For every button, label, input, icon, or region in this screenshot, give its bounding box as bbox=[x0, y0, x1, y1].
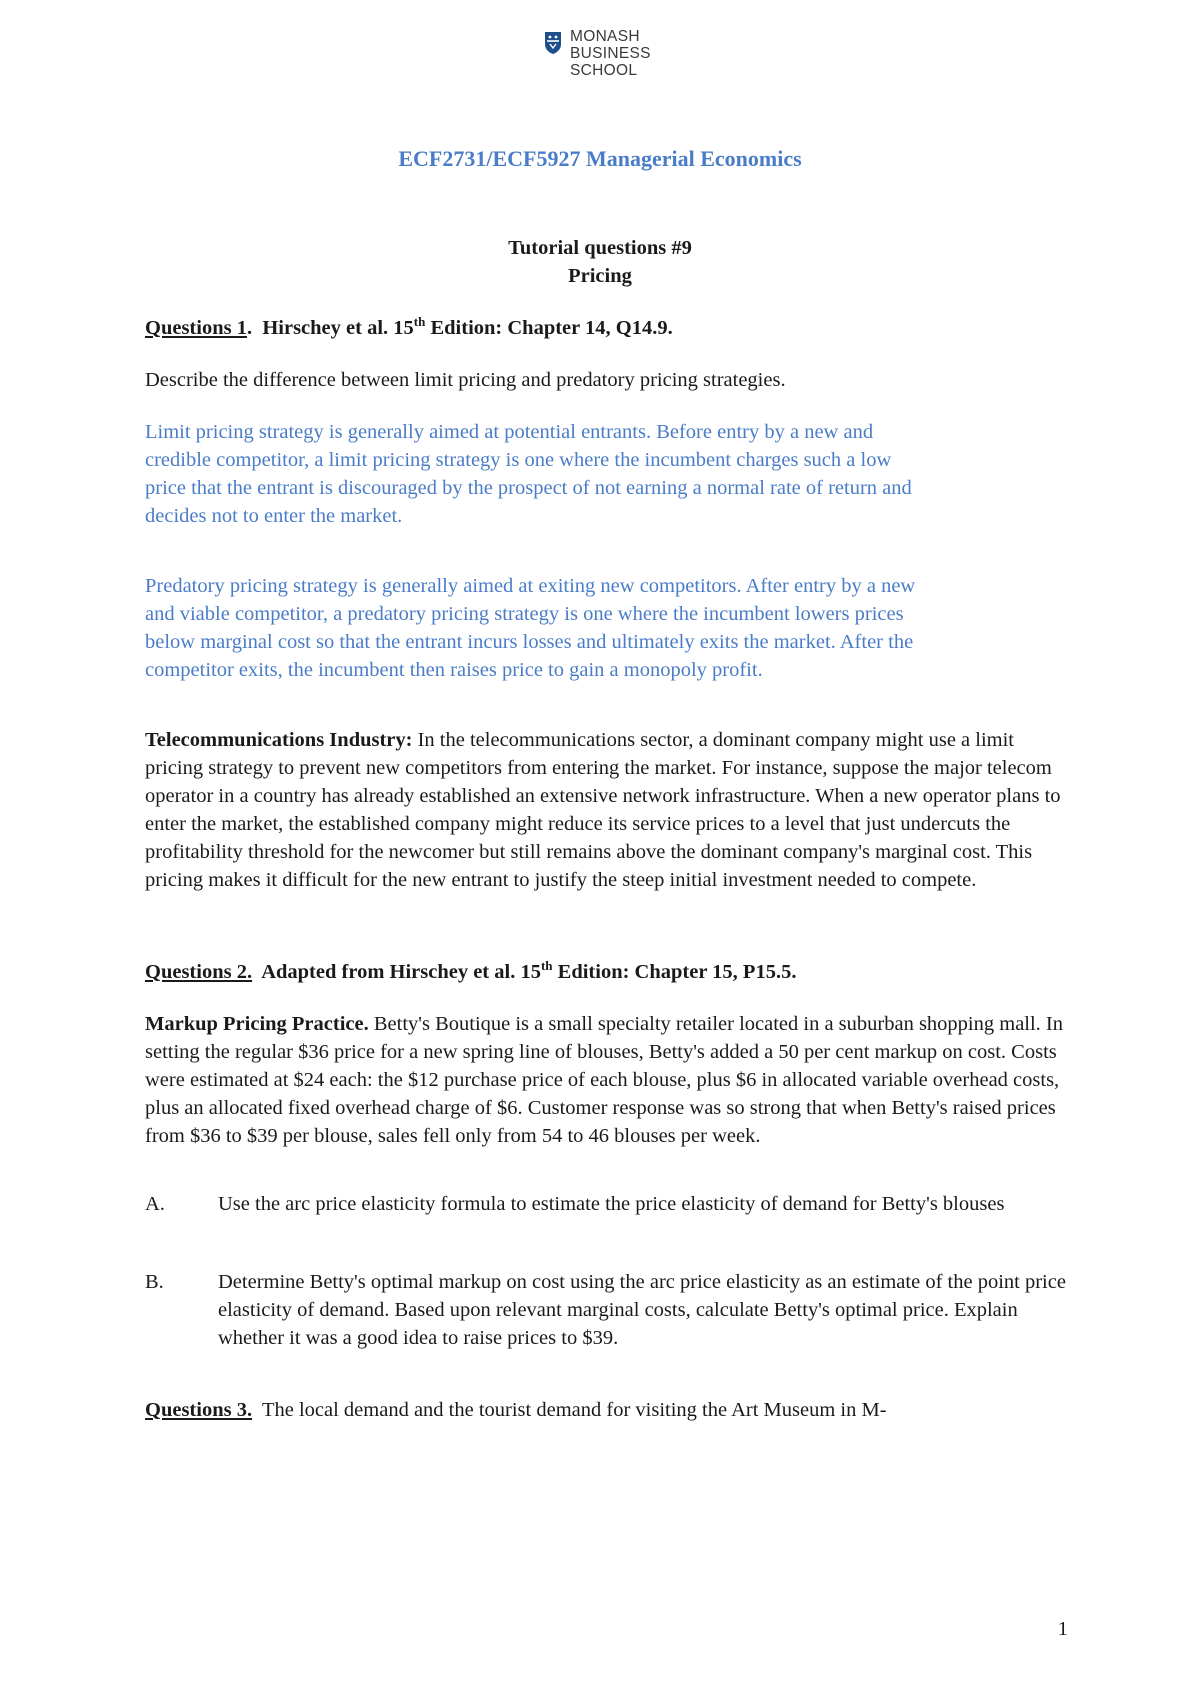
q1-telecom-example bbox=[145, 726, 1075, 894]
q2-source-b: Edition: Chapter 15, P15.5. bbox=[552, 961, 797, 983]
q2-intro-label: Markup Pricing Practice. bbox=[145, 1013, 369, 1035]
q2-part-a-letter: A. bbox=[145, 1193, 165, 1215]
logo-line-2: BUSINESS bbox=[570, 45, 651, 62]
tutorial-topic: Pricing bbox=[568, 265, 632, 287]
logo-line-1: MONASH bbox=[570, 28, 640, 45]
telecom-label: Telecommunications Industry: bbox=[145, 729, 413, 751]
q3-label: Questions 3. bbox=[145, 1399, 253, 1421]
q2-source-a: Adapted from Hirschey et al. 15 bbox=[261, 961, 541, 983]
q1-source-a: Hirschey et al. 15 bbox=[262, 317, 414, 339]
q2-heading bbox=[145, 958, 1075, 986]
q2-source-sup: th bbox=[540, 958, 553, 974]
q1-label: Questions 1 bbox=[145, 317, 247, 339]
telecom-text: In the telecommunications sector, a dominant company might use a limit pricing strategy to prevent new competitors from entering the market. For instance, suppose the major telecom operator in a country has already established an extensive network infrastructure. When a new operator plans to enter the market, the established company might reduce its service prices to a level that just undercuts the profitability threshold for the newcomer but still remains above the dominant company's marginal cost. This pricing makes it difficult for the new entrant to justify the steep initial investment needed to compete. bbox=[145, 729, 1061, 891]
logo-wordmark bbox=[570, 28, 651, 79]
monash-shield-icon bbox=[544, 31, 562, 55]
q2-label: Questions 2. bbox=[145, 961, 253, 983]
q1-source-sup: th bbox=[413, 314, 426, 330]
q2-intro-text: Betty's Boutique is a small specialty retailer located in a suburban shopping mall. In setting the regular $36 price for a new spring line of blouses, Betty's added a 50 per cent markup on cost. Costs were estimated at $24 each: the $12 purchase price of each blouse, plus $6 in allocated variable overhead costs, plus an allocated fixed overhead charge of $6. Customer response was so strong that when Betty's raised prices from $36 to $39 per blouse, sales fell only from 54 to 46 blouses per week. bbox=[145, 1013, 1064, 1147]
q2-part-a-text: Use the arc price elasticity formula to estimate the price elasticity of demand for Betty's blouses bbox=[218, 1193, 1005, 1215]
tutorial-number: Tutorial questions #9 bbox=[508, 237, 692, 259]
logo-line-3: SCHOOL bbox=[570, 62, 638, 79]
q2-part-b-letter: B. bbox=[145, 1271, 164, 1293]
q2-part-b-text: Determine Betty's optimal markup on cost using the arc price elasticity as an estimate of the point price elasticity of demand. Based upon relevant marginal costs, calculate Betty's optimal price. Explain whether it was a good idea to raise prices to $39. bbox=[218, 1271, 1066, 1349]
q1-question: Describe the difference between limit pricing and predatory pricing strategies. bbox=[145, 369, 786, 391]
tutorial-title bbox=[0, 234, 1200, 290]
course-title: ECF2731/ECF5927 Managerial Economics bbox=[398, 146, 802, 171]
school-logo bbox=[544, 28, 651, 79]
q2-intro bbox=[145, 1010, 1075, 1150]
q1-source-b: Edition: Chapter 14, Q14.9. bbox=[425, 317, 673, 339]
q3-text: The local demand and the tourist demand for visiting the Art Museum in M- bbox=[261, 1399, 887, 1421]
q1-heading: Questions 1. Hirschey et al. 15th Edition: Chapter 14, Q14.9. bbox=[145, 314, 673, 339]
q1-answer-limit-pricing: Limit pricing strategy is generally aimed at potential entrants. Before entry by a new and credible competitor, a limit pricing strategy is one where the incumbent charges such a low price that the entrant is discouraged by the prospect of not earning a normal rate of return and decides not to enter the market. bbox=[145, 421, 912, 527]
q1-answer-predatory-pricing: Predatory pricing strategy is generally aimed at exiting new competitors. After entry by a new and viable competitor, a predatory pricing strategy is one where the incumbent lowers prices below marginal cost so that the entrant incurs losses and ultimately exits the market. After the competitor exits, the incumbent then raises price to gain a monopoly profit. bbox=[145, 575, 916, 681]
q3-heading bbox=[145, 1396, 1075, 1424]
page-number: 1 bbox=[1057, 1618, 1068, 1640]
